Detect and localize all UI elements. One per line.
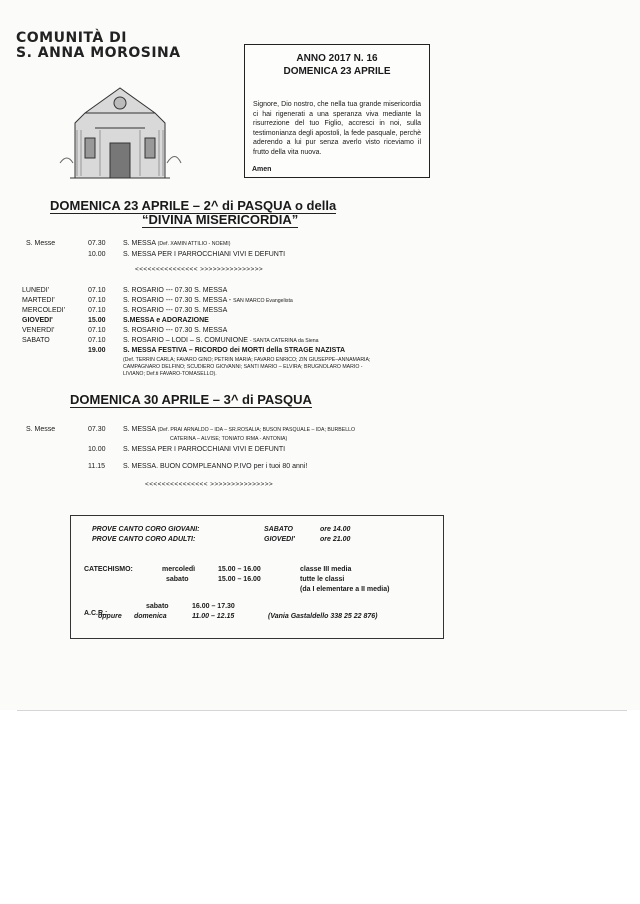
saturday-festive-text: S. MESSA FESTIVA – RICORDO dei MORTI della STRAGE NAZISTA bbox=[123, 347, 346, 354]
weekday-giovedi-time: 15.00 bbox=[88, 317, 106, 324]
weekday-mercoledi-time: 07.10 bbox=[88, 307, 106, 314]
week1-mass1-time: 07.30 bbox=[88, 240, 106, 247]
weekday-mercoledi-text: S. ROSARIO --- 07.30 S. MESSA bbox=[123, 307, 228, 314]
page-edge-line bbox=[17, 710, 627, 711]
issue-number: ANNO 2017 N. 16 bbox=[296, 53, 378, 64]
acr-day2: domenica bbox=[134, 613, 167, 620]
week2-mass3-time: 11.15 bbox=[88, 463, 105, 470]
week1-messe-label: S. Messe bbox=[26, 240, 56, 247]
church-illustration bbox=[55, 68, 185, 183]
week1-separator: <<<<<<<<<<<<<<< >>>>>>>>>>>>>>> bbox=[135, 266, 264, 273]
weekday-mercoledi: MERCOLEDI' bbox=[22, 307, 65, 314]
weekday-sabato-text bbox=[123, 337, 319, 344]
weekday-lunedi: LUNEDI' bbox=[22, 287, 50, 294]
catechismo-label: CATECHISMO: bbox=[84, 566, 133, 573]
acr-time1: 16.00 – 17.30 bbox=[192, 603, 235, 610]
weekday-martedi: MARTEDI' bbox=[22, 297, 55, 304]
coro-giovani-time: ore 14.00 bbox=[320, 526, 351, 533]
catechismo-class2-note: (da I elementare a II media) bbox=[300, 586, 390, 593]
coro-giovani-day: SABATO bbox=[264, 526, 293, 533]
weekday-sabato: SABATO bbox=[22, 337, 50, 344]
weekday-giovedi: GIOVEDI' bbox=[22, 317, 53, 324]
coro-adulti-label: PROVE CANTO CORO ADULTI: bbox=[92, 536, 196, 543]
catechismo-class1: classe III media bbox=[300, 566, 352, 573]
week1-title: DOMENICA 23 APRILE – 2^ di PASQUA o della bbox=[50, 198, 337, 213]
week2-mass2-text: S. MESSA PER I PARROCCHIANI VIVI E DEFUNTI bbox=[123, 446, 286, 453]
week1-mass1-text bbox=[123, 240, 230, 247]
week2-messe-label: S. Messe bbox=[26, 426, 56, 433]
weekday-sabato-label: S. ROSARIO – LODI – S. COMUNIONE bbox=[123, 337, 248, 344]
opening-prayer: Signore, Dio nostro, che nella tua grande misericordia ci hai rigenerati a una speranza viva mediante la risurrezione del tuo Figlio, accresci in noi, sulla testimonianza degli apostoli, la fede pasquale, perchè aderendo a lui pur senza averlo visto riceviamo il frutto della vita nuova. bbox=[253, 101, 421, 156]
weekday-venerdi: VENERDI' bbox=[22, 327, 55, 334]
community-name-line2: S. ANNA MOROSINA bbox=[16, 45, 181, 61]
coro-adulti-time: ore 21.00 bbox=[320, 536, 351, 543]
community-name-line1: COMUNITÀ DI bbox=[16, 30, 127, 46]
coro-giovani-label: PROVE CANTO CORO GIOVANI: bbox=[92, 526, 200, 533]
week2-mass3-text: S. MESSA. BUON COMPLEANNO P.IVO per i tuoi 80 anni! bbox=[123, 463, 308, 470]
week2-mass1-time: 07.30 bbox=[88, 426, 106, 433]
weekday-venerdi-time: 07.10 bbox=[88, 327, 106, 334]
issue-info-box bbox=[244, 44, 430, 178]
issue-date: DOMENICA 23 APRILE bbox=[283, 66, 391, 77]
catechismo-day2: sabato bbox=[166, 576, 189, 583]
week2-mass1-note2: CATERINA – ALVISE; TONIATO IRMA - ANTONIA) bbox=[170, 436, 288, 442]
week2-title: DOMENICA 30 APRILE – 3^ di PASQUA bbox=[70, 392, 312, 407]
week1-mass2-time: 10.00 bbox=[88, 251, 106, 258]
acr-label: A.C.R.: bbox=[84, 610, 108, 617]
week1-subtitle: “DIVINA MISERICORDIA” bbox=[142, 212, 299, 227]
catechismo-time2: 15.00 – 16.00 bbox=[218, 576, 261, 583]
acr-time2: 11.00 – 12.15 bbox=[192, 613, 235, 620]
weekday-lunedi-time: 07.10 bbox=[88, 287, 106, 294]
week2-mass1-text bbox=[123, 426, 355, 433]
saturday-festive-time: 19.00 bbox=[88, 347, 106, 354]
weekday-martedi-note: SAN MARCO Evangelista bbox=[233, 298, 293, 304]
acr-or: oppure bbox=[98, 613, 122, 620]
saturday-festive-note2: CAMPAGNARO DELFINO; SCUDIERO GIOVANNI; SANTI MARIO – ELVIRA; BRUGNOLARO MARIO - bbox=[123, 364, 363, 370]
week1-mass1-label: S. MESSA bbox=[123, 240, 156, 247]
catechismo-time1: 15.00 – 16.00 bbox=[218, 566, 261, 573]
week2-separator: <<<<<<<<<<<<<<< >>>>>>>>>>>>>>> bbox=[145, 481, 274, 488]
weekday-lunedi-text: S. ROSARIO --- 07.30 S. MESSA bbox=[123, 287, 228, 294]
acr-contact: (Vania Gastaldello 338 25 22 876) bbox=[268, 613, 378, 620]
saturday-festive-note1: (Def. TERRIN CARLA; FAVARO GINO; PETRIN MARIA; FAVARO ENRICO; ZIN GIUSEPPE–ANNAMARIA; bbox=[123, 357, 371, 363]
week1-mass2-text: S. MESSA PER I PARROCCHIANI VIVI E DEFUNTI bbox=[123, 251, 286, 258]
saturday-festive-note3: LIVIANO; Def.ti FAVARO-TOMASELLO). bbox=[123, 371, 217, 377]
week2-mass1-label: S. MESSA bbox=[123, 426, 156, 433]
weekday-sabato-time: 07.10 bbox=[88, 337, 106, 344]
weekday-venerdi-text: S. ROSARIO --- 07.30 S. MESSA bbox=[123, 327, 228, 334]
weekday-martedi-text bbox=[123, 297, 293, 304]
catechismo-day1: mercoledì bbox=[162, 566, 196, 573]
weekday-giovedi-text: S.MESSA e ADORAZIONE bbox=[123, 317, 209, 324]
acr-day1: sabato bbox=[146, 603, 169, 610]
weekday-martedi-label: S. ROSARIO --- 07.30 S. MESSA - bbox=[123, 297, 232, 304]
coro-adulti-day: GIOVEDI' bbox=[264, 536, 295, 543]
weekday-sabato-note: - SANTA CATERINA da Siena bbox=[249, 338, 319, 344]
week2-mass2-time: 10.00 bbox=[88, 446, 106, 453]
prayer-amen: Amen bbox=[252, 166, 272, 173]
weekday-martedi-time: 07.10 bbox=[88, 297, 106, 304]
week2-mass1-note1: (Def. PRAI ARNALDO – IDA – SR.ROSALIA; BUSON PASQUALE – IDA; BURBELLO bbox=[157, 427, 356, 433]
catechismo-class2: tutte le classi bbox=[300, 576, 345, 583]
week1-mass1-note: (Def. XAMIN ATTILIO - NOEMI) bbox=[157, 241, 231, 247]
